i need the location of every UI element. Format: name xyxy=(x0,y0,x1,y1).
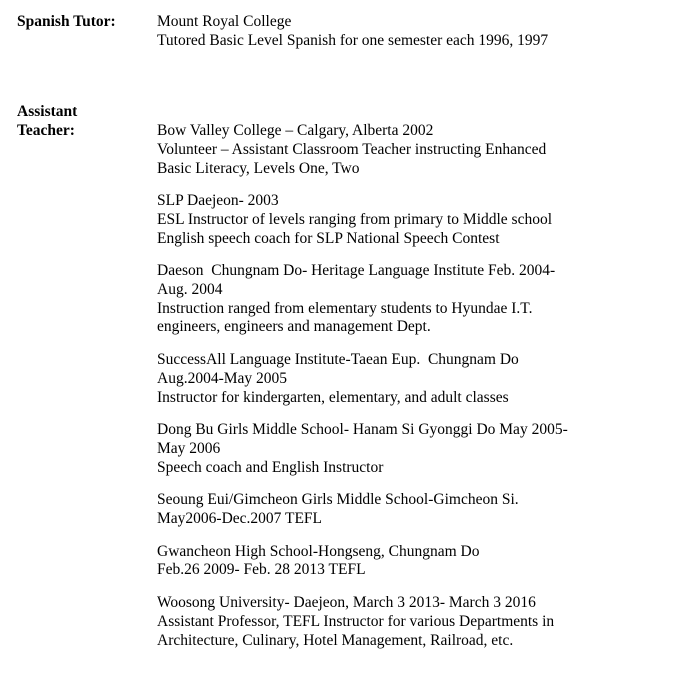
entry-bow-valley xyxy=(157,122,658,178)
text-line: Aug. 2004 xyxy=(157,281,223,299)
text-line: SLP Daejeon- 2003 xyxy=(157,192,279,210)
section-assistant-teacher xyxy=(17,103,658,650)
section-content-spanish-tutor xyxy=(157,13,658,50)
text-line: Dong Bu Girls Middle School- Hanam Si Gyonggi Do May 2005- xyxy=(157,421,568,439)
entry-woosong xyxy=(157,594,658,650)
text-line: Architecture, Culinary, Hotel Management, Railroad, etc. xyxy=(157,631,514,649)
section-spanish-tutor xyxy=(17,13,658,50)
text-line: Speech coach and English Instructor xyxy=(157,458,384,476)
label-line: Teacher: xyxy=(17,122,75,140)
text-line: Instruction ranged from elementary students to Hyundae I.T. xyxy=(157,299,533,317)
text-line: Daeson Chungnam Do- Heritage Language Institute Feb. 2004- xyxy=(157,262,556,280)
entry-mount-royal xyxy=(157,13,658,50)
section-content-assistant-teacher xyxy=(157,103,658,650)
text-line: SuccessAll Language Institute-Taean Eup. Chungnam Do xyxy=(157,351,519,369)
text-line: Instructor for kindergarten, elementary, and adult classes xyxy=(157,388,509,406)
text-line: Aug.2004-May 2005 xyxy=(157,369,288,387)
section-label-assistant-teacher xyxy=(17,103,157,140)
text-line: engineers, engineers and management Dept. xyxy=(157,318,431,336)
text-line: Gwancheon High School-Hongseng, Chungnam Do xyxy=(157,542,480,560)
text-line: May2006-Dec.2007 TEFL xyxy=(157,510,323,528)
text-line: May 2006 xyxy=(157,439,221,457)
text-line: Volunteer – Assistant Classroom Teacher instructing Enhanced xyxy=(157,140,547,158)
entry-dong-bu xyxy=(157,421,658,477)
label-line: Spanish Tutor: xyxy=(17,13,116,30)
text-line: Tutored Basic Level Spanish for one semester each 1996, 1997 xyxy=(157,31,549,49)
entry-successall xyxy=(157,351,658,407)
label-line: Assistant xyxy=(17,103,78,121)
text-line: Feb.26 2009- Feb. 28 2013 TEFL xyxy=(157,561,366,579)
text-line: ESL Instructor of levels ranging from primary to Middle school xyxy=(157,210,553,228)
text-line: Woosong University- Daejeon, March 3 2013- March 3 2016 xyxy=(157,594,536,612)
text-line: Seoung Eui/Gimcheon Girls Middle School-Gimcheon Si. xyxy=(157,491,519,509)
entry-seoung-eui xyxy=(157,491,658,528)
text-line: Bow Valley College – Calgary, Alberta 2002 xyxy=(157,122,434,140)
entry-daeson-heritage xyxy=(157,262,658,337)
section-label-spanish-tutor xyxy=(17,13,157,32)
entry-slp-daejeon xyxy=(157,192,658,248)
text-line: Mount Royal College xyxy=(157,13,292,30)
text-line: Basic Literacy, Levels One, Two xyxy=(157,159,360,177)
text-line: English speech coach for SLP National Speech Contest xyxy=(157,229,500,247)
text-line: Assistant Professor, TEFL Instructor for various Departments in xyxy=(157,612,555,630)
entry-gwancheon xyxy=(157,543,658,580)
